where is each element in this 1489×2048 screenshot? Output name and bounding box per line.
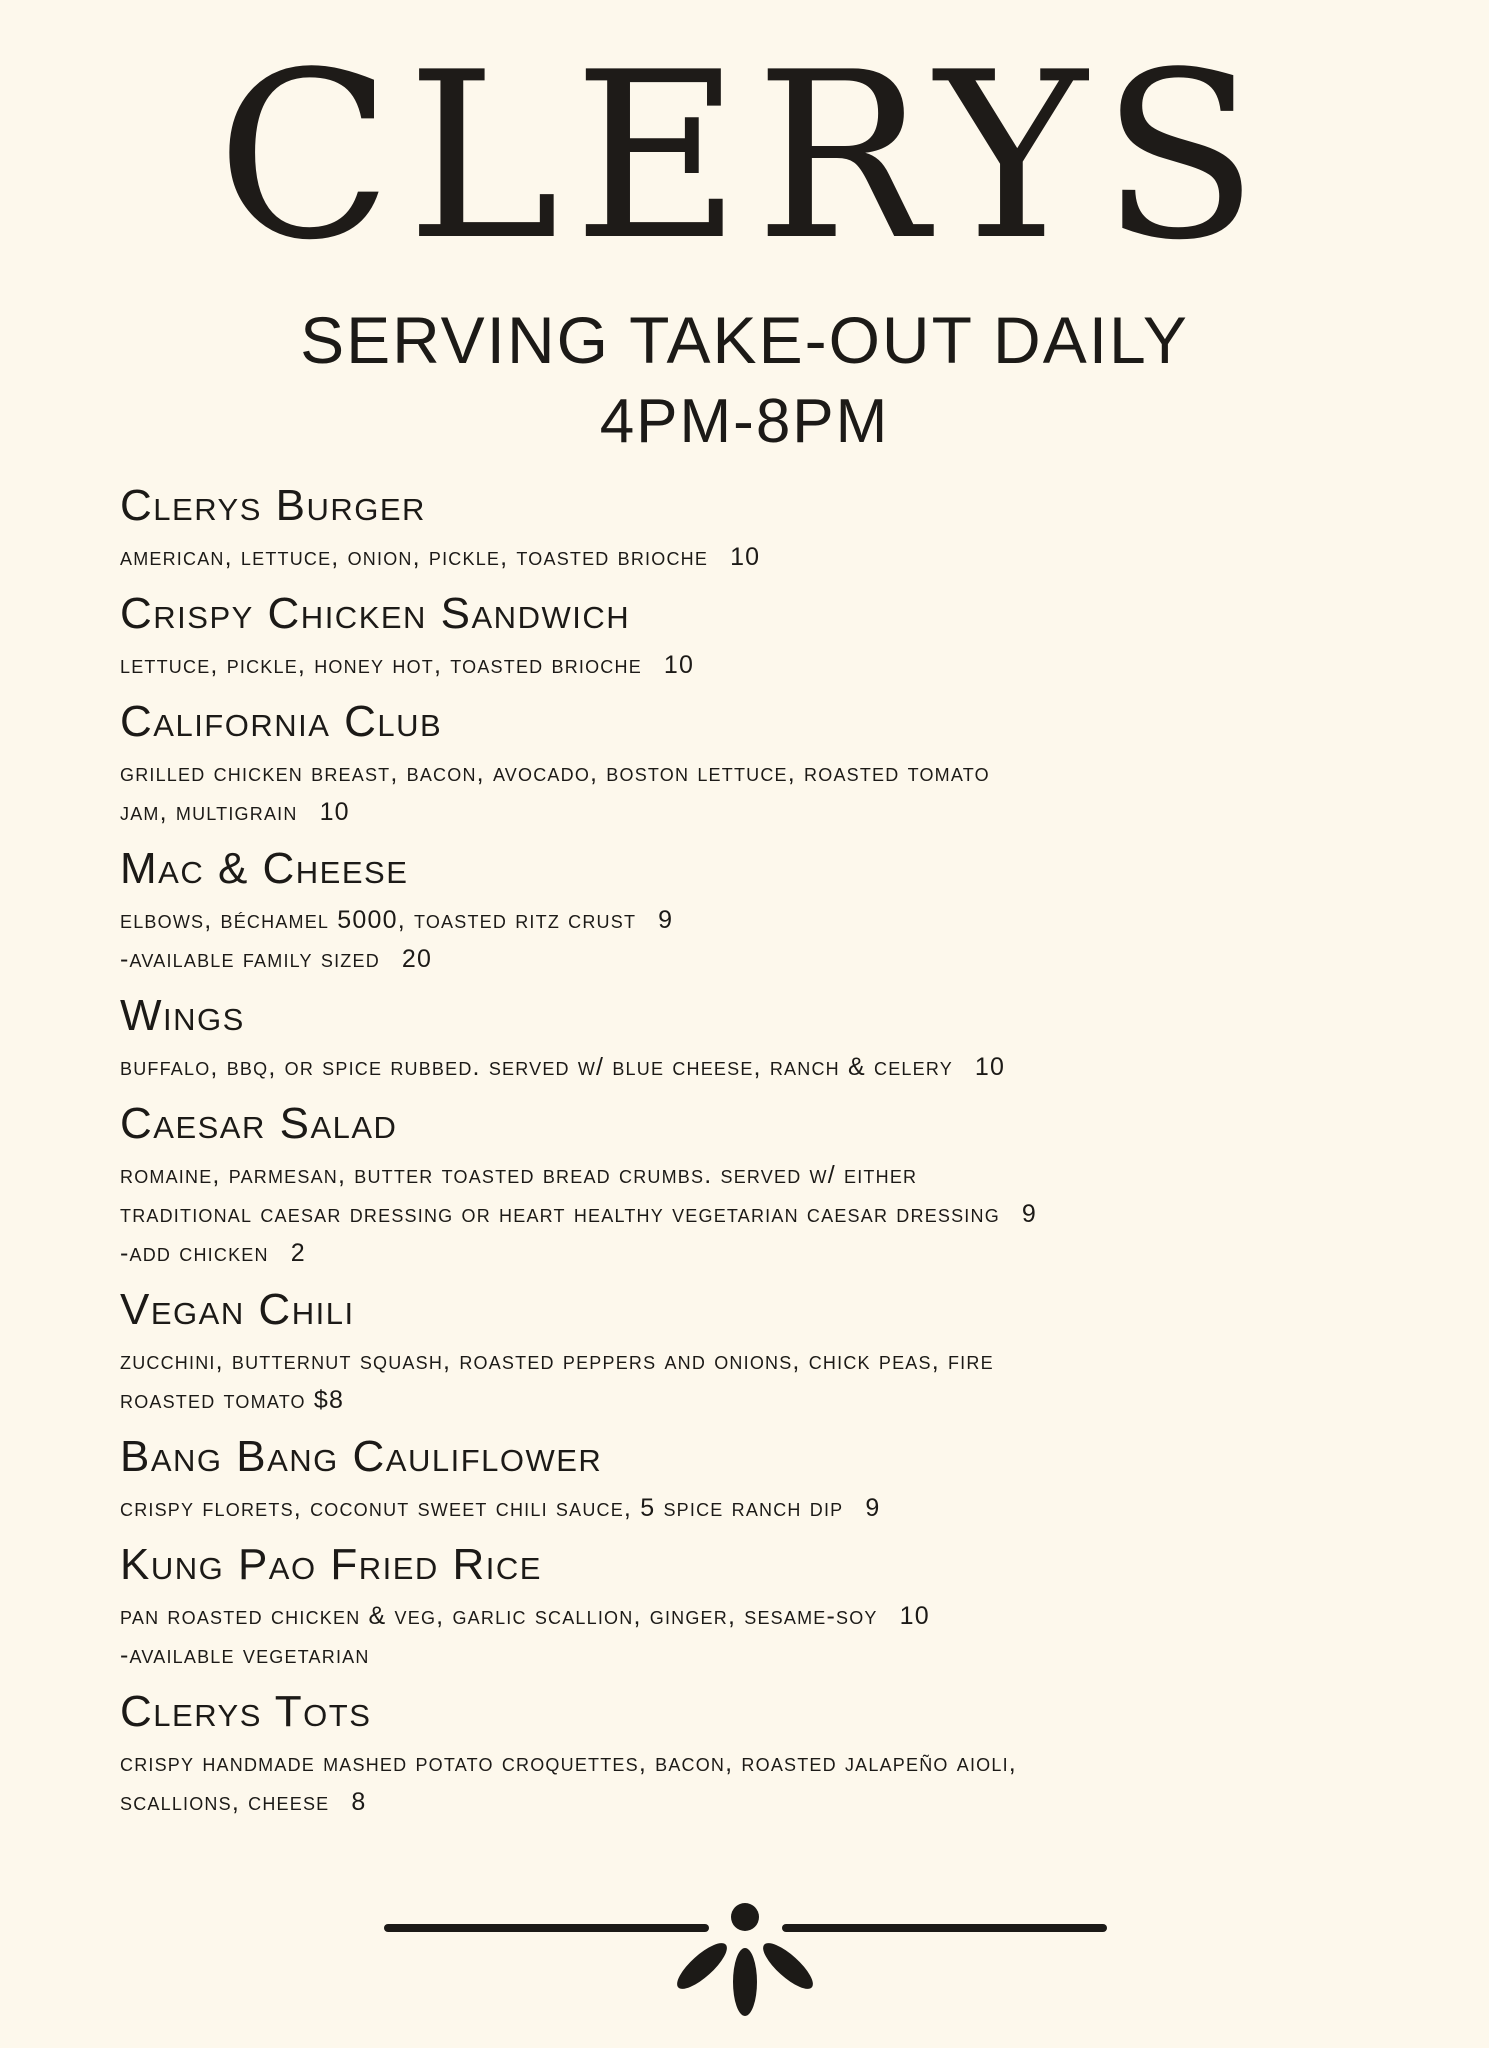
menu-item-price: 10 xyxy=(663,651,695,679)
menu-item-description xyxy=(120,1783,1360,1822)
description-text: -add chicken xyxy=(120,1239,269,1267)
menu-item xyxy=(120,1680,1360,1822)
menu-item-price: 9 xyxy=(658,906,674,934)
menu-item-description xyxy=(120,538,1360,577)
menu-item xyxy=(120,1425,1360,1528)
menu-item-name: Clerys Burger xyxy=(120,481,426,530)
menu-item-name: Vegan Chili xyxy=(120,1285,355,1334)
description-text: roasted tomato $8 xyxy=(120,1386,345,1414)
description-text: crispy handmade mashed potato croquettes, bacon, roasted jalapeño aioli, xyxy=(120,1749,1017,1777)
menu-item-description xyxy=(120,1636,1360,1675)
menu-item-name: Mac & Cheese xyxy=(120,844,409,893)
description-text: buffalo, bbq, or spice rubbed. served w/ blue cheese, ranch & celery xyxy=(120,1053,953,1081)
menu-item-name: Caesar Salad xyxy=(120,1099,398,1148)
menu-item-description xyxy=(120,793,1360,832)
description-text: -available vegetarian xyxy=(120,1641,370,1669)
menu-item xyxy=(120,1278,1360,1420)
description-text: lettuce, pickle, honey hot, toasted brioche xyxy=(120,651,642,679)
menu-item xyxy=(120,474,1360,577)
menu-item-name: Clerys Tots xyxy=(120,1687,372,1736)
description-text: grilled chicken breast, bacon, avocado, boston lettuce, roasted tomato xyxy=(120,759,990,787)
menu-item-description xyxy=(120,1048,1360,1087)
menu-item xyxy=(120,984,1360,1087)
menu-item-price: 9 xyxy=(1021,1200,1038,1228)
menu-item-description xyxy=(120,940,1360,979)
description-text: scallions, cheese xyxy=(120,1788,330,1816)
menu-item-price: 10 xyxy=(319,798,350,826)
menu-item-price: 9 xyxy=(865,1494,881,1522)
menu-item-description xyxy=(120,1381,1360,1420)
menu-item-description xyxy=(120,646,1360,685)
description-text: traditional caesar dressing or heart healthy vegetarian caesar dressing xyxy=(120,1200,1000,1228)
menu-item-description xyxy=(120,901,1360,940)
description-text: pan roasted chicken & veg, garlic scallion, ginger, sesame-soy xyxy=(120,1602,878,1630)
description-text: romaine, parmesan, butter toasted bread crumbs. served w/ either xyxy=(120,1161,918,1189)
menu-item-name: Wings xyxy=(120,991,245,1040)
menu-item-name: Bang Bang Cauliflower xyxy=(120,1432,603,1481)
menu-item xyxy=(120,690,1360,832)
menu-item-description xyxy=(120,1156,1360,1195)
menu-item-name: Crispy Chicken Sandwich xyxy=(120,589,631,638)
description-text: zucchini, butternut squash, roasted peppers and onions, chick peas, fire xyxy=(120,1347,994,1375)
menu-item xyxy=(120,837,1360,979)
menu-item xyxy=(120,1533,1360,1675)
menu-item-description xyxy=(120,1195,1360,1234)
menu-item-price: 8 xyxy=(351,1788,367,1816)
flourish-divider-icon xyxy=(380,1890,1110,2020)
description-text: jam, multigrain xyxy=(120,798,298,826)
menu-item-price: 20 xyxy=(401,945,433,973)
menu-item xyxy=(120,582,1360,685)
menu-item-description xyxy=(120,754,1360,793)
menu-item-description xyxy=(120,1489,1360,1528)
description-text: american, lettuce, onion, pickle, toasted brioche xyxy=(120,543,709,571)
menu-item-name: California Club xyxy=(120,697,443,746)
menu-item-description xyxy=(120,1234,1360,1273)
description-text: -available family sized xyxy=(120,945,380,973)
description-text: elbows, béchamel 5000, toasted ritz crust xyxy=(120,906,637,934)
brand-logo: CLERYS xyxy=(216,24,1273,291)
menu-item-price: 10 xyxy=(899,1602,930,1630)
menu-list xyxy=(120,474,1360,1822)
hours-heading: 4PM-8PM xyxy=(599,387,890,456)
menu-item-description xyxy=(120,1744,1360,1783)
menu-item-price: 2 xyxy=(290,1239,306,1267)
menu-item-description xyxy=(120,1342,1360,1381)
description-text: crispy florets, coconut sweet chili sauce, 5 spice ranch dip xyxy=(120,1494,844,1522)
takeout-heading: SERVING TAKE-OUT DAILY xyxy=(300,303,1189,377)
menu-item-description xyxy=(120,1597,1360,1636)
menu-item-price: 10 xyxy=(974,1053,1006,1081)
menu-item-price: 10 xyxy=(730,543,761,571)
menu-item-name: Kung Pao Fried Rice xyxy=(120,1540,542,1589)
menu-item xyxy=(120,1092,1360,1273)
